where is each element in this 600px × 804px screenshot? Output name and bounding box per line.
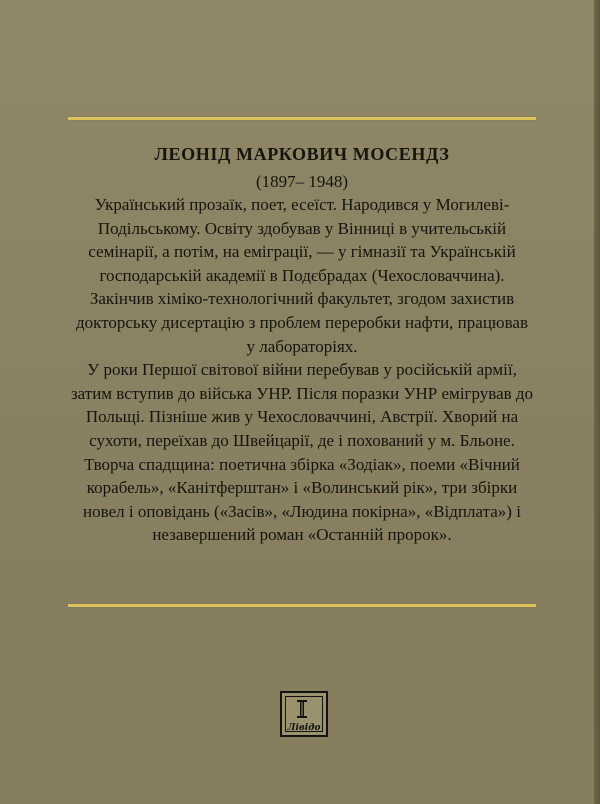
spine-edge [594,0,600,804]
publisher-logo-text: Лівідо [287,723,321,733]
bottom-divider [68,604,536,607]
top-divider [68,117,536,120]
publisher-logo [280,691,328,737]
bio-paragraph-3: У роки Першої світової війни перебував у російській армії, затим вступив до війська УНР. Після поразки УНР емігрував до Польщі. Пізніше жив у Чехословаччині, Австрії. Хворий на сухоти, переїхав до Швейцарії, де і похований у м. Бльоне. [70,360,534,450]
bio-paragraph-1: Український прозаїк, поет, есеїст. Народився у Могилеві-Подільському. Освіту здобував у Вінниці в учительській семінарії, а потім, на еміграції, — у гімназії та Українській господарській академії в Подєбрадах (Чехословаччина). [88,195,516,285]
author-years: (1897– 1948) [255,172,349,191]
author-name: ЛЕОНІД МАРКОВИЧ МОСЕНДЗ [154,144,450,164]
publisher-logo-icon [294,699,310,719]
author-bio-block [70,142,534,547]
bio-paragraph-4: Творча спадщина: поетична збірка «Зодіак», поеми «Вічний корабель», «Канітферштан» і «Волинський рік», три збірки новел і оповідань («Засів», «Людина покірна», «Відплата») і незавершений роман «Останній пророк». [83,454,521,545]
bio-paragraph-2: Закінчив хіміко-технологічний факультет, згодом захистив докторську дисертацію з проблем переробки нафти, працював у лабораторіях. [75,289,528,356]
